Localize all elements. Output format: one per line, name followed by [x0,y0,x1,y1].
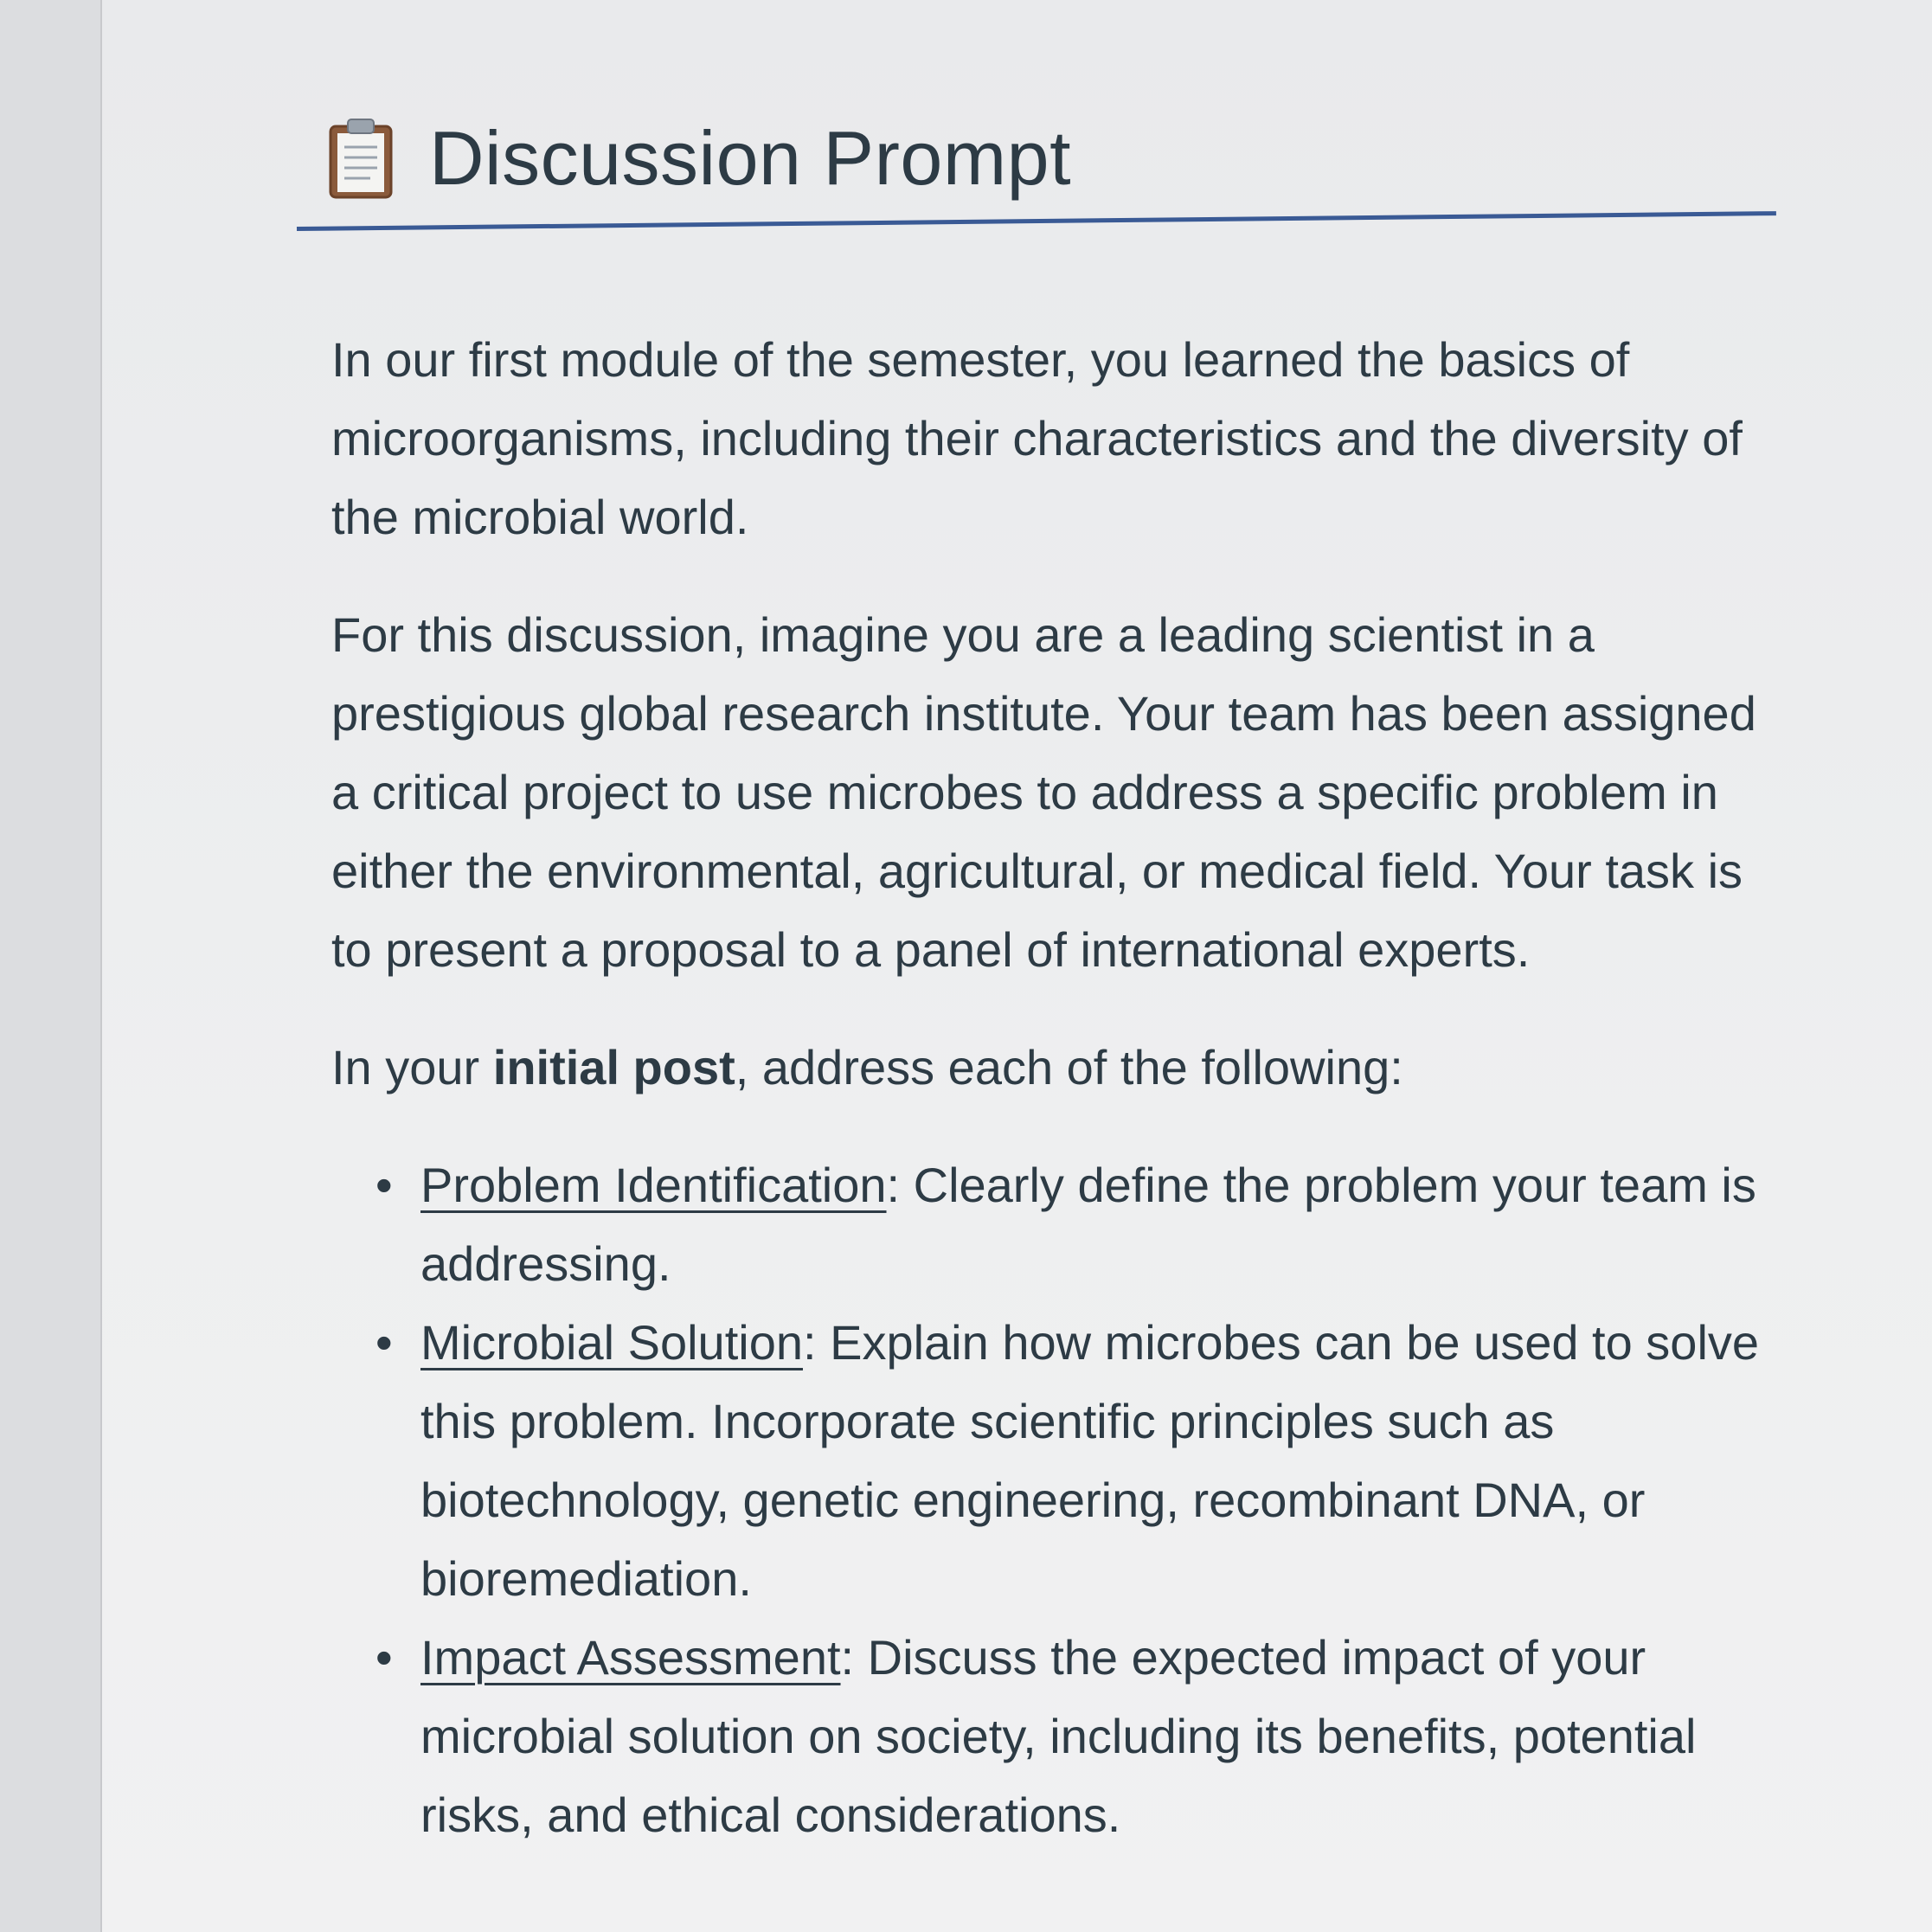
item-text: : Clearly define the problem your team is addressing. [420,1158,1756,1291]
item-text: : Discuss the expected impact of your microbial solution on society, including its benefits, potential risks, and ethical considerations. [420,1630,1697,1842]
scenario-paragraph: For this discussion, imagine you are a leading scientist in a prestigious global research institute. Your team has been assigned a critical project to use microbes to address a specific problem in either the environmental, agricultural, or medical field. Your task is to present a proposal to a panel of international experts. [331,607,1756,977]
item-label-impact-assessment: Impact Assessment [420,1630,841,1685]
page-title: Discussion Prompt [429,115,1072,201]
bullet-glyph: • [375,1315,393,1370]
bullet-glyph: • [375,1630,393,1685]
prompt-body [331,320,1785,1854]
item-text: : Explain how microbes can be used to solve this problem. Incorporate scientific principles such as biotechnology, genetic engineering, recombinant DNA, or bioremediation. [420,1315,1760,1606]
requirements-list [331,1146,1785,1854]
instructions-paragraph [331,1028,1785,1107]
list-item [375,1146,1785,1303]
instructions-prefix: In your [331,1040,493,1094]
bullet-glyph: • [375,1158,393,1212]
left-gutter [0,0,102,1932]
item-label-problem-identification: Problem Identification [420,1158,887,1212]
intro-paragraph: In our first module of the semester, you learned the basics of microorganisms, including their characteristics and the diversity of the microbial world. [331,332,1743,544]
list-item [375,1618,1785,1854]
list-item [375,1303,1785,1618]
item-label-microbial-solution: Microbial Solution [420,1315,803,1370]
page-header [327,111,1071,206]
clipboard-icon [327,116,395,201]
instructions-bold: initial post [492,1040,735,1094]
instructions-suffix: , address each of the following: [735,1040,1403,1094]
